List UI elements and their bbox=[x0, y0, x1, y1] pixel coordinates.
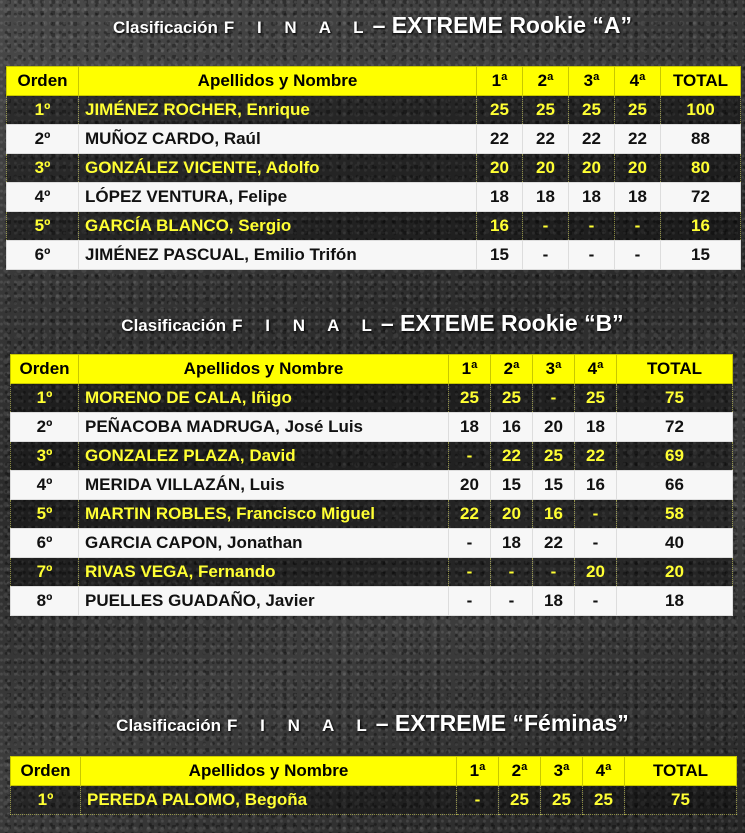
cell-orden: 6º bbox=[11, 529, 79, 558]
results-table-rookie-b bbox=[10, 354, 733, 616]
table-row bbox=[11, 500, 733, 529]
cell-orden: 3º bbox=[7, 154, 79, 183]
title-final: F I N A L bbox=[232, 316, 381, 335]
cell-p3: 18 bbox=[569, 183, 615, 212]
cell-p3: 25 bbox=[533, 442, 575, 471]
col-prueba-4: 4ª bbox=[583, 757, 625, 786]
cell-total: 72 bbox=[617, 413, 733, 442]
table-row bbox=[11, 529, 733, 558]
cell-p3: 18 bbox=[533, 587, 575, 616]
cell-p1: 15 bbox=[477, 241, 523, 270]
col-nombre: Apellidos y Nombre bbox=[79, 67, 477, 96]
cell-p4: 18 bbox=[575, 413, 617, 442]
cell-nombre: PEÑACOBA MADRUGA, José Luis bbox=[79, 413, 449, 442]
title-category: – EXTREME Rookie “A” bbox=[372, 12, 632, 38]
cell-p1: 25 bbox=[449, 384, 491, 413]
cell-p4: 22 bbox=[575, 442, 617, 471]
table-row bbox=[7, 183, 741, 212]
cell-p4: - bbox=[575, 587, 617, 616]
cell-p2: - bbox=[523, 241, 569, 270]
cell-p2: 20 bbox=[491, 500, 533, 529]
title-feminas bbox=[0, 710, 745, 737]
cell-nombre: LÓPEZ VENTURA, Felipe bbox=[79, 183, 477, 212]
cell-orden: 1º bbox=[11, 786, 81, 815]
cell-p4: - bbox=[615, 241, 661, 270]
cell-p4: 25 bbox=[615, 96, 661, 125]
cell-p4: 20 bbox=[615, 154, 661, 183]
cell-orden: 2º bbox=[7, 125, 79, 154]
cell-p2: 25 bbox=[523, 96, 569, 125]
cell-p4: 16 bbox=[575, 471, 617, 500]
col-prueba-2: 2ª bbox=[491, 355, 533, 384]
cell-p4: 18 bbox=[615, 183, 661, 212]
results-table-rookie-a bbox=[6, 66, 741, 270]
cell-p3: - bbox=[533, 384, 575, 413]
cell-p1: 16 bbox=[477, 212, 523, 241]
cell-p2: 22 bbox=[491, 442, 533, 471]
col-prueba-3: 3ª bbox=[569, 67, 615, 96]
cell-p1: 22 bbox=[449, 500, 491, 529]
table-row bbox=[7, 212, 741, 241]
cell-p3: 20 bbox=[569, 154, 615, 183]
cell-orden: 7º bbox=[11, 558, 79, 587]
cell-orden: 4º bbox=[7, 183, 79, 212]
cell-total: 16 bbox=[661, 212, 741, 241]
cell-nombre: GARCÍA BLANCO, Sergio bbox=[79, 212, 477, 241]
cell-p1: - bbox=[449, 587, 491, 616]
cell-p3: - bbox=[569, 212, 615, 241]
title-final: F I N A L bbox=[223, 18, 373, 37]
cell-p4: 25 bbox=[575, 384, 617, 413]
title-prefix: Clasificación bbox=[116, 716, 222, 735]
cell-orden: 2º bbox=[11, 413, 79, 442]
table-row bbox=[11, 471, 733, 500]
cell-p4: - bbox=[575, 500, 617, 529]
cell-p2: 18 bbox=[523, 183, 569, 212]
cell-p3: 25 bbox=[541, 786, 583, 815]
cell-nombre: MORENO DE CALA, Iñigo bbox=[79, 384, 449, 413]
cell-nombre: MARTIN ROBLES, Francisco Miguel bbox=[79, 500, 449, 529]
table-row bbox=[7, 241, 741, 270]
cell-p4: 20 bbox=[575, 558, 617, 587]
cell-nombre: GARCIA CAPON, Jonathan bbox=[79, 529, 449, 558]
cell-p2: - bbox=[523, 212, 569, 241]
title-rookie-a bbox=[0, 12, 745, 39]
col-total: TOTAL bbox=[625, 757, 737, 786]
cell-p3: 16 bbox=[533, 500, 575, 529]
col-prueba-2: 2ª bbox=[499, 757, 541, 786]
cell-nombre: RIVAS VEGA, Fernando bbox=[79, 558, 449, 587]
cell-total: 69 bbox=[617, 442, 733, 471]
cell-p2: 15 bbox=[491, 471, 533, 500]
cell-total: 40 bbox=[617, 529, 733, 558]
title-final: F I N A L bbox=[227, 716, 376, 735]
table-header-row bbox=[11, 757, 737, 786]
table-header-row bbox=[7, 67, 741, 96]
cell-p4: 25 bbox=[583, 786, 625, 815]
cell-nombre: PUELLES GUADAÑO, Javier bbox=[79, 587, 449, 616]
table-row bbox=[7, 96, 741, 125]
cell-total: 58 bbox=[617, 500, 733, 529]
cell-p3: 20 bbox=[533, 413, 575, 442]
cell-p1: - bbox=[449, 529, 491, 558]
col-orden: Orden bbox=[11, 757, 81, 786]
col-orden: Orden bbox=[7, 67, 79, 96]
cell-p4: - bbox=[575, 529, 617, 558]
cell-total: 88 bbox=[661, 125, 741, 154]
title-category: – EXTREME “Féminas” bbox=[375, 710, 629, 736]
col-orden: Orden bbox=[11, 355, 79, 384]
cell-total: 75 bbox=[625, 786, 737, 815]
table-row bbox=[11, 587, 733, 616]
cell-orden: 3º bbox=[11, 442, 79, 471]
table-row bbox=[11, 442, 733, 471]
col-prueba-3: 3ª bbox=[541, 757, 583, 786]
col-prueba-2: 2ª bbox=[523, 67, 569, 96]
cell-nombre: GONZALEZ PLAZA, David bbox=[79, 442, 449, 471]
table-row bbox=[11, 786, 737, 815]
cell-orden: 6º bbox=[7, 241, 79, 270]
table-row bbox=[7, 125, 741, 154]
cell-p1: 18 bbox=[449, 413, 491, 442]
cell-p2: - bbox=[491, 558, 533, 587]
table-row bbox=[11, 558, 733, 587]
cell-p3: 22 bbox=[533, 529, 575, 558]
cell-orden: 1º bbox=[11, 384, 79, 413]
col-total: TOTAL bbox=[617, 355, 733, 384]
col-prueba-1: 1ª bbox=[457, 757, 499, 786]
cell-nombre: GONZÁLEZ VICENTE, Adolfo bbox=[79, 154, 477, 183]
cell-p2: 25 bbox=[491, 384, 533, 413]
cell-p2: 18 bbox=[491, 529, 533, 558]
cell-total: 80 bbox=[661, 154, 741, 183]
cell-p1: - bbox=[449, 558, 491, 587]
col-prueba-1: 1ª bbox=[449, 355, 491, 384]
cell-orden: 4º bbox=[11, 471, 79, 500]
cell-p2: 16 bbox=[491, 413, 533, 442]
cell-total: 20 bbox=[617, 558, 733, 587]
cell-p1: 20 bbox=[449, 471, 491, 500]
cell-p2: 25 bbox=[499, 786, 541, 815]
table-row bbox=[7, 154, 741, 183]
title-prefix: Clasificación bbox=[121, 316, 227, 335]
cell-p3: 22 bbox=[569, 125, 615, 154]
cell-total: 72 bbox=[661, 183, 741, 212]
col-prueba-1: 1ª bbox=[477, 67, 523, 96]
cell-total: 18 bbox=[617, 587, 733, 616]
cell-p1: - bbox=[449, 442, 491, 471]
cell-nombre: PEREDA PALOMO, Begoña bbox=[81, 786, 457, 815]
cell-nombre: JIMÉNEZ PASCUAL, Emilio Trifón bbox=[79, 241, 477, 270]
cell-orden: 1º bbox=[7, 96, 79, 125]
col-prueba-3: 3ª bbox=[533, 355, 575, 384]
cell-p4: 22 bbox=[615, 125, 661, 154]
table-row bbox=[11, 384, 733, 413]
cell-total: 66 bbox=[617, 471, 733, 500]
cell-nombre: JIMÉNEZ ROCHER, Enrique bbox=[79, 96, 477, 125]
cell-p1: - bbox=[457, 786, 499, 815]
cell-total: 75 bbox=[617, 384, 733, 413]
cell-p1: 20 bbox=[477, 154, 523, 183]
cell-orden: 5º bbox=[7, 212, 79, 241]
col-nombre: Apellidos y Nombre bbox=[79, 355, 449, 384]
table-header-row bbox=[11, 355, 733, 384]
cell-p4: - bbox=[615, 212, 661, 241]
cell-p2: 20 bbox=[523, 154, 569, 183]
table-row bbox=[11, 413, 733, 442]
cell-total: 100 bbox=[661, 96, 741, 125]
cell-p1: 22 bbox=[477, 125, 523, 154]
col-prueba-4: 4ª bbox=[575, 355, 617, 384]
cell-p3: 15 bbox=[533, 471, 575, 500]
results-table-feminas bbox=[10, 756, 737, 815]
cell-p2: 22 bbox=[523, 125, 569, 154]
cell-nombre: MERIDA VILLAZÁN, Luis bbox=[79, 471, 449, 500]
cell-orden: 8º bbox=[11, 587, 79, 616]
title-rookie-b bbox=[0, 310, 745, 337]
cell-p3: - bbox=[533, 558, 575, 587]
col-nombre: Apellidos y Nombre bbox=[81, 757, 457, 786]
cell-p1: 18 bbox=[477, 183, 523, 212]
col-prueba-4: 4ª bbox=[615, 67, 661, 96]
cell-orden: 5º bbox=[11, 500, 79, 529]
cell-p3: 25 bbox=[569, 96, 615, 125]
cell-total: 15 bbox=[661, 241, 741, 270]
cell-p1: 25 bbox=[477, 96, 523, 125]
title-prefix: Clasificación bbox=[113, 18, 218, 37]
cell-p2: - bbox=[491, 587, 533, 616]
cell-nombre: MUÑOZ CARDO, Raúl bbox=[79, 125, 477, 154]
col-total: TOTAL bbox=[661, 67, 741, 96]
cell-p3: - bbox=[569, 241, 615, 270]
title-category: – EXTEME Rookie “B” bbox=[380, 310, 624, 336]
